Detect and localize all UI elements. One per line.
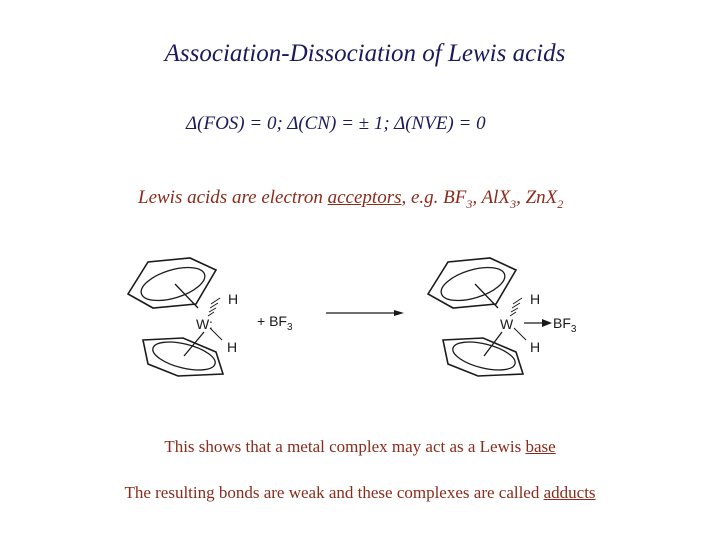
left-h-top: H bbox=[228, 291, 239, 307]
lewis-base-statement bbox=[0, 437, 720, 457]
example-bf: , e.g. BF bbox=[401, 187, 467, 208]
line1-prefix: This shows that a metal complex may act as a Lewis bbox=[164, 437, 526, 456]
example-alx: , AlX bbox=[472, 187, 511, 208]
reaction-scheme bbox=[118, 248, 598, 383]
subscript-alx: 3 bbox=[510, 196, 517, 211]
reagent-bf3 bbox=[257, 313, 293, 333]
right-metal-label: W bbox=[500, 316, 514, 332]
delta-conditions: Δ(FOS) = 0; Δ(CN) = ± 1; Δ(NVE) = 0 bbox=[186, 113, 486, 134]
left-top-cp-ring bbox=[128, 258, 216, 308]
example-znx: , ZnX bbox=[516, 187, 558, 208]
reaction-diagram bbox=[118, 248, 598, 383]
base-term: base bbox=[525, 437, 556, 456]
left-bottom-cp-ring bbox=[143, 332, 223, 376]
right-acid-text: BF bbox=[553, 315, 571, 331]
lewis-acids-definition bbox=[138, 187, 563, 212]
reagent-bf-sub: 3 bbox=[286, 322, 293, 333]
adducts-term: adducts bbox=[543, 483, 596, 502]
right-top-cp-ring bbox=[428, 258, 516, 308]
dative-bond-arrow bbox=[524, 319, 552, 327]
definition-prefix: Lewis acids are electron bbox=[138, 187, 328, 208]
subscript-bf: 3 bbox=[466, 196, 473, 211]
right-acid-bf3 bbox=[553, 315, 577, 335]
line2-prefix: The resulting bonds are weak and these complexes are called bbox=[124, 483, 544, 502]
slide-title: Association-Dissociation of Lewis acids bbox=[164, 40, 566, 67]
right-acid-sub: 3 bbox=[570, 324, 577, 335]
right-bottom-cp-ring bbox=[443, 332, 523, 376]
adducts-statement bbox=[0, 483, 720, 503]
right-h-top: H bbox=[530, 291, 541, 307]
right-h-bottom: H bbox=[530, 339, 541, 355]
reagent-bf-text: + BF bbox=[257, 313, 287, 329]
reaction-arrow bbox=[326, 310, 404, 316]
left-metal-label: W: bbox=[196, 316, 213, 332]
subscript-znx: 2 bbox=[557, 196, 564, 211]
acceptors-term: acceptors bbox=[327, 187, 402, 208]
left-h-bottom: H bbox=[227, 339, 238, 355]
